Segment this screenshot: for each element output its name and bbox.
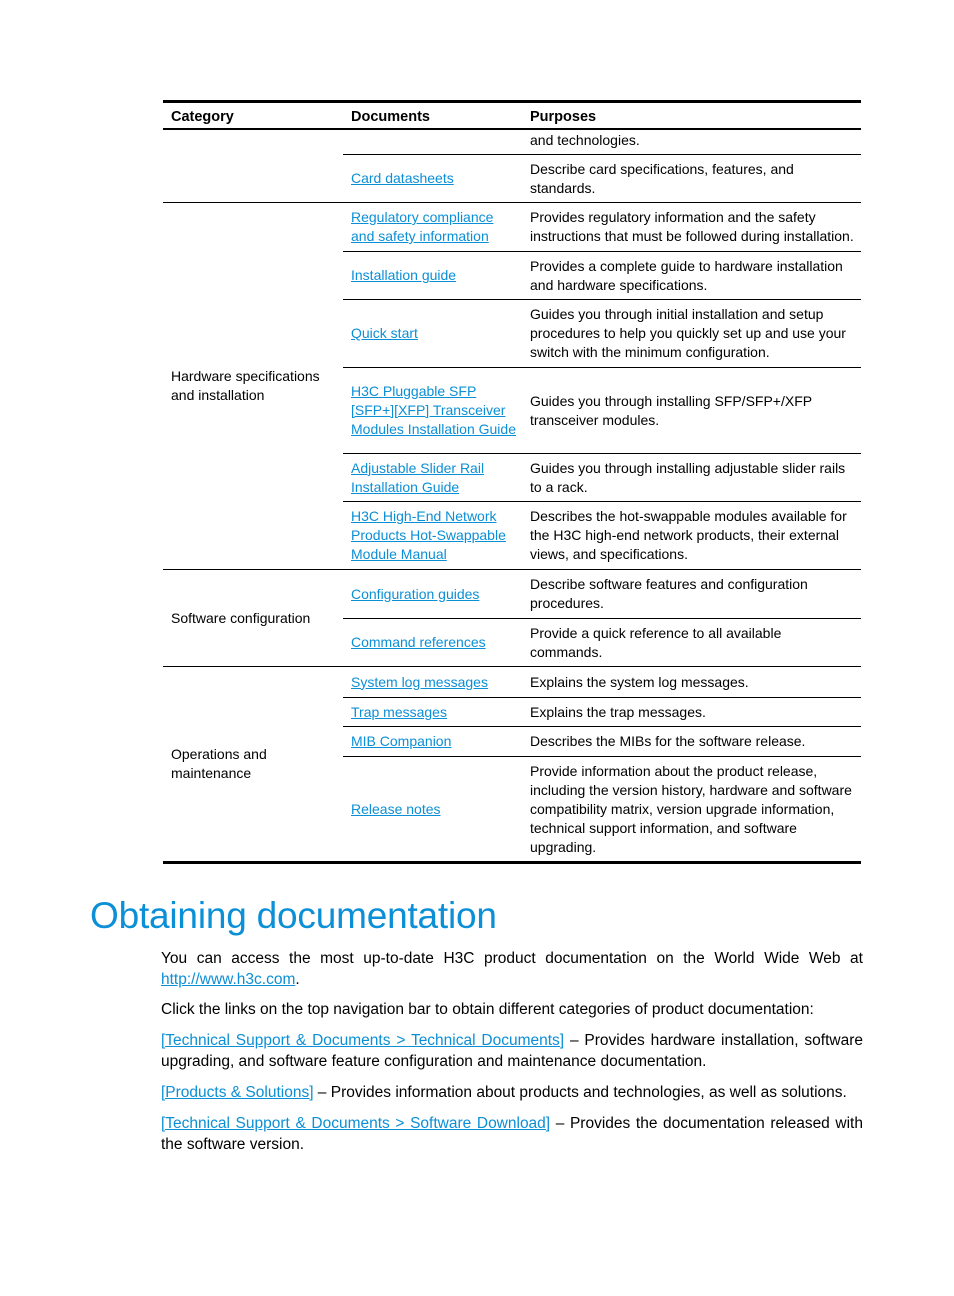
header-category: Category (171, 109, 234, 125)
purpose-cell: Provides a complete guide to hardware installation and hardware specifications. (530, 257, 843, 293)
slider-rail-guide-link[interactable]: Adjustable Slider Rail Installation Guide (351, 459, 485, 495)
purpose-cell: Describe software features and configuration procedures. (530, 576, 808, 611)
table-row (343, 726, 861, 756)
header-documents: Documents (351, 109, 430, 125)
purpose-cell: Describes the MIBs for the software release. (530, 733, 806, 749)
purpose-cell: Provide information about the product release, including the version history, hardware and software compatibility matrix, version upgrade information, technical support information, and software upgrading. (530, 762, 852, 855)
technical-documents-text: – Provides hardware installation, software upgrading, and software feature configuration and maintenance documentation. (161, 1032, 864, 1070)
navigation-paragraph: Click the links on the top navigation bar to obtain different categories of product documentation: (161, 1001, 814, 1018)
table-row (343, 667, 861, 697)
table-group-continued (163, 130, 861, 203)
table-row (343, 251, 861, 299)
documentation-table (163, 100, 861, 864)
hot-swappable-manual-link[interactable]: H3C High-End Network Products Hot-Swappable Module Manual (351, 508, 506, 562)
table-row (343, 697, 861, 726)
system-log-messages-link[interactable]: System log messages (351, 673, 488, 690)
command-references-link[interactable]: Command references (351, 634, 486, 650)
document-cell (343, 727, 522, 756)
document-cell (343, 203, 522, 251)
table-row (343, 501, 861, 569)
purpose-cell: Explains the trap messages. (530, 703, 706, 720)
configuration-guides-link[interactable]: Configuration guides (351, 585, 480, 602)
document-cell (343, 698, 522, 726)
purpose-cell: Describe card specifications, features, and standards. (530, 160, 794, 196)
release-notes-link[interactable]: Release notes (351, 800, 441, 817)
document-cell (343, 155, 522, 202)
regulatory-compliance-link[interactable]: Regulatory compliance and safety information (351, 209, 494, 244)
software-download-text: – Provides the documentation released with the software version. (161, 1115, 863, 1153)
document-cell (343, 570, 522, 618)
table-row (343, 203, 861, 251)
table-header (163, 103, 861, 130)
table-row (343, 154, 861, 202)
document-cell (343, 252, 522, 299)
trap-messages-link[interactable]: Trap messages (351, 703, 447, 720)
table-row (343, 756, 861, 861)
products-solutions-link[interactable]: [Products & Solutions] (161, 1084, 314, 1101)
card-datasheets-link[interactable]: Card datasheets (351, 170, 454, 186)
products-solutions-text: – Provides information about products and technologies, as well as solutions. (313, 1084, 847, 1101)
category-cell (163, 130, 343, 202)
section-heading: Obtaining documentation (90, 895, 497, 936)
table-row (343, 367, 861, 453)
transceiver-guide-link[interactable]: H3C Pluggable SFP [SFP+][XFP] Transceiver Modules Installation Guide (351, 383, 516, 437)
table-row (343, 453, 861, 501)
software-download-paragraph (161, 1113, 863, 1155)
purpose-cell: Explains the system log messages. (530, 673, 749, 690)
document-cell (343, 502, 522, 569)
access-text-end: . (295, 971, 300, 988)
technical-documents-paragraph (161, 1030, 863, 1072)
purpose-cell: Provides regulatory information and the safety instructions that must be followed during installation. (530, 209, 854, 244)
category-cell: Operations and maintenance (171, 746, 267, 781)
table-group-software (163, 570, 861, 667)
installation-guide-link[interactable]: Installation guide (351, 267, 457, 283)
table-row (343, 570, 861, 618)
h3c-website-link[interactable]: http://www.h3c.com (161, 971, 296, 988)
header-purposes: Purposes (530, 109, 597, 125)
technical-documents-link[interactable]: [Technical Support & Documents > Technical Documents] (161, 1032, 565, 1049)
software-download-link[interactable]: [Technical Support & Documents > Software Download] (161, 1115, 551, 1132)
purpose-cell: Describes the hot-swappable modules available for the H3C high-end network products, their external views, and specifications. (530, 508, 847, 562)
category-cell: Hardware specifications and installation (171, 368, 320, 403)
table-row (343, 130, 861, 154)
category-cell: Software configuration (171, 609, 311, 626)
document-cell (343, 757, 522, 861)
mib-companion-link[interactable]: MIB Companion (351, 733, 452, 749)
document-cell (343, 130, 522, 154)
access-text: You can access the most up-to-date H3C product documentation on the World Wide Web at (161, 950, 863, 967)
purpose-cell: Guides you through initial installation and setup procedures to help you quickly set up and use your switch with the minimum configuration. (530, 306, 846, 360)
table-group-hardware (163, 203, 861, 570)
purpose-cell: Guides you through installing SFP/SFP+/XFP transceiver modules. (530, 392, 812, 428)
document-cell (343, 454, 522, 501)
document-cell (343, 368, 522, 453)
table-row (343, 618, 861, 666)
document-cell (343, 619, 522, 666)
table-group-operations (163, 667, 861, 861)
purpose-cell: Guides you through installing adjustable slider rails to a rack. (530, 459, 846, 495)
document-cell (343, 667, 522, 697)
products-solutions-paragraph (161, 1082, 863, 1103)
purpose-cell: and technologies. (530, 132, 640, 148)
access-paragraph (161, 948, 863, 990)
table-row (343, 299, 861, 367)
quick-start-link[interactable]: Quick start (351, 325, 418, 341)
document-cell (343, 300, 522, 367)
purpose-cell: Provide a quick reference to all available commands. (530, 624, 782, 660)
